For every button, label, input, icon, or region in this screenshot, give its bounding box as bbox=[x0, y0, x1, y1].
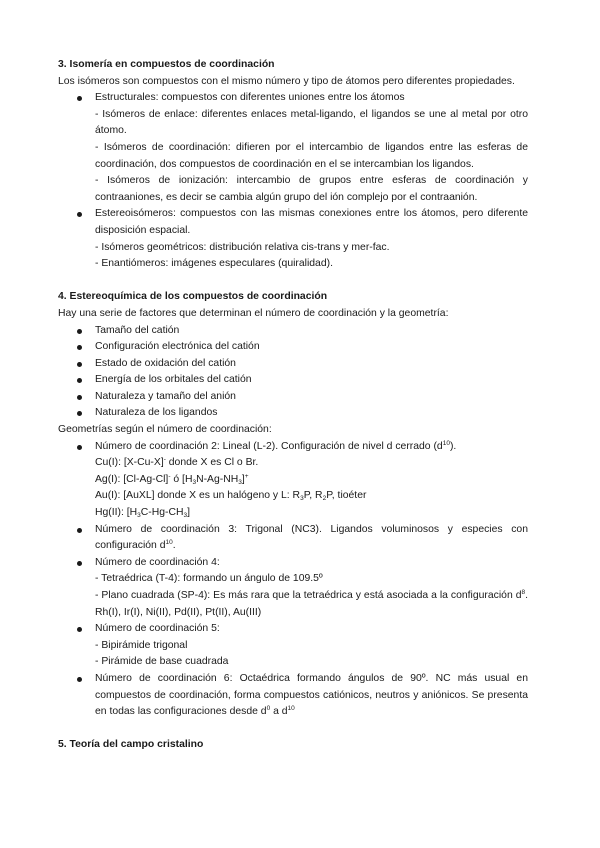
list-item bbox=[58, 621, 528, 671]
list-item: Estado de oxidación del catión bbox=[58, 356, 528, 373]
sub-item: - Pirámide de base cuadrada bbox=[95, 656, 229, 668]
section-3-intro: Los isómeros son compuestos con el mismo número y tipo de átomos pero diferentes propiedades. bbox=[58, 75, 515, 87]
list-item: Naturaleza y tamaño del anión bbox=[58, 389, 528, 406]
list-item: Configuración electrónica del catión bbox=[58, 339, 528, 356]
nc4-text: Número de coordinación 4: bbox=[95, 556, 220, 568]
isomer-list bbox=[58, 90, 528, 273]
sub-item: - Isómeros geométricos: distribución relativa cis-trans y mer-fac. bbox=[95, 241, 390, 253]
list-item: Energía de los orbitales del catión bbox=[58, 372, 528, 389]
nc6-text: Número de coordinación 6: Octaédrica formando ángulos de 90º. NC más usual en compuestos de coordinación, forma compuestos catiónicos, neutros y aniónicos. Se presenta en todas las configuraciones desde $d^0$ a $d^{10}$ bbox=[95, 672, 528, 718]
factor-list bbox=[58, 323, 528, 423]
geometry-intro: Geometrías según el número de coordinación: bbox=[58, 424, 272, 436]
list-item bbox=[58, 206, 528, 272]
example-au: Au(I): [AuXL] donde X es un halógeno y L: $R_3P$, $R_2P$, tioéter bbox=[95, 490, 367, 503]
example-hg: Hg(II): $[H_3C-Hg-CH_3]$ bbox=[95, 507, 191, 520]
nc3-text: Número de coordinación 3: Trigonal (NC3). Ligandos voluminosos y especies con configuración $d^{10}$. bbox=[95, 523, 528, 552]
sub-item: - Isómeros de ionización: intercambio de grupos entre esferas de coordinación y contraaniones, es decir se cambia algún grupo del ión complejo por el contraanión. bbox=[95, 175, 528, 203]
structural-isomers: Estructurales: compuestos con diferentes uniones entre los átomos bbox=[95, 92, 405, 104]
sub-item: - Tetraédrica (T-4): formando un ángulo de 109.5º bbox=[95, 573, 323, 585]
list-item bbox=[58, 439, 528, 522]
section-5-heading: 5. Teoría del campo cristalino bbox=[58, 739, 204, 751]
geometry-list bbox=[58, 439, 528, 721]
section-3-heading: 3. Isomería en compuestos de coordinación bbox=[58, 59, 275, 70]
example-ag: Ag(I): [Cl-Ag-Cl]- ó $[H_3N-Ag-NH_3]^+$ bbox=[95, 472, 249, 486]
stereoisomers: Estereoisómeros: compuestos con las mismas conexiones entre los átomos, pero diferente disposición espacial. bbox=[95, 208, 528, 236]
list-item: Tamaño del catión bbox=[58, 323, 528, 340]
list-item: Naturaleza de los ligandos bbox=[58, 405, 528, 422]
sub-item: - Enantiómeros: imágenes especulares (quiralidad). bbox=[95, 258, 333, 270]
sub-item: - Isómeros de coordinación: difieren por el intercambio de ligandos entre las esferas de coordinación, dos compuestos de coordinación en el se intercambian los ligandos. bbox=[95, 141, 528, 170]
example-cu: Cu(I): [X-Cu-X]- donde X es Cl o Br. bbox=[95, 456, 259, 469]
list-item bbox=[58, 671, 528, 721]
nc2-text: Número de coordinación 2: Lineal (L-2). Configuración de nivel d cerrado $(d^{10})$. bbox=[95, 439, 457, 452]
sub-item: - Plano cuadrada (SP-4): Es más rara que la tetraédrica y está asociada a la configuración $d^8$. Rh(I), Ir(I), Ni(II), Pd(II), Pt(II), Au(III) bbox=[95, 589, 528, 618]
nc5-text: Número de coordinación 5: bbox=[95, 623, 220, 635]
list-item bbox=[58, 90, 528, 206]
sub-item: - Bipirámide trigonal bbox=[95, 639, 188, 651]
list-item bbox=[58, 522, 528, 555]
list-item bbox=[58, 555, 528, 621]
section-4-intro: Hay una serie de factores que determinan el número de coordinación y la geometría: bbox=[58, 307, 449, 319]
document-page bbox=[58, 57, 528, 754]
sub-item: - Isómeros de enlace: diferentes enlaces metal-ligando, el ligandos se une al metal por otro átomo. bbox=[95, 108, 528, 137]
section-4-heading: 4. Estereoquímica de los compuestos de coordinación bbox=[58, 291, 328, 303]
